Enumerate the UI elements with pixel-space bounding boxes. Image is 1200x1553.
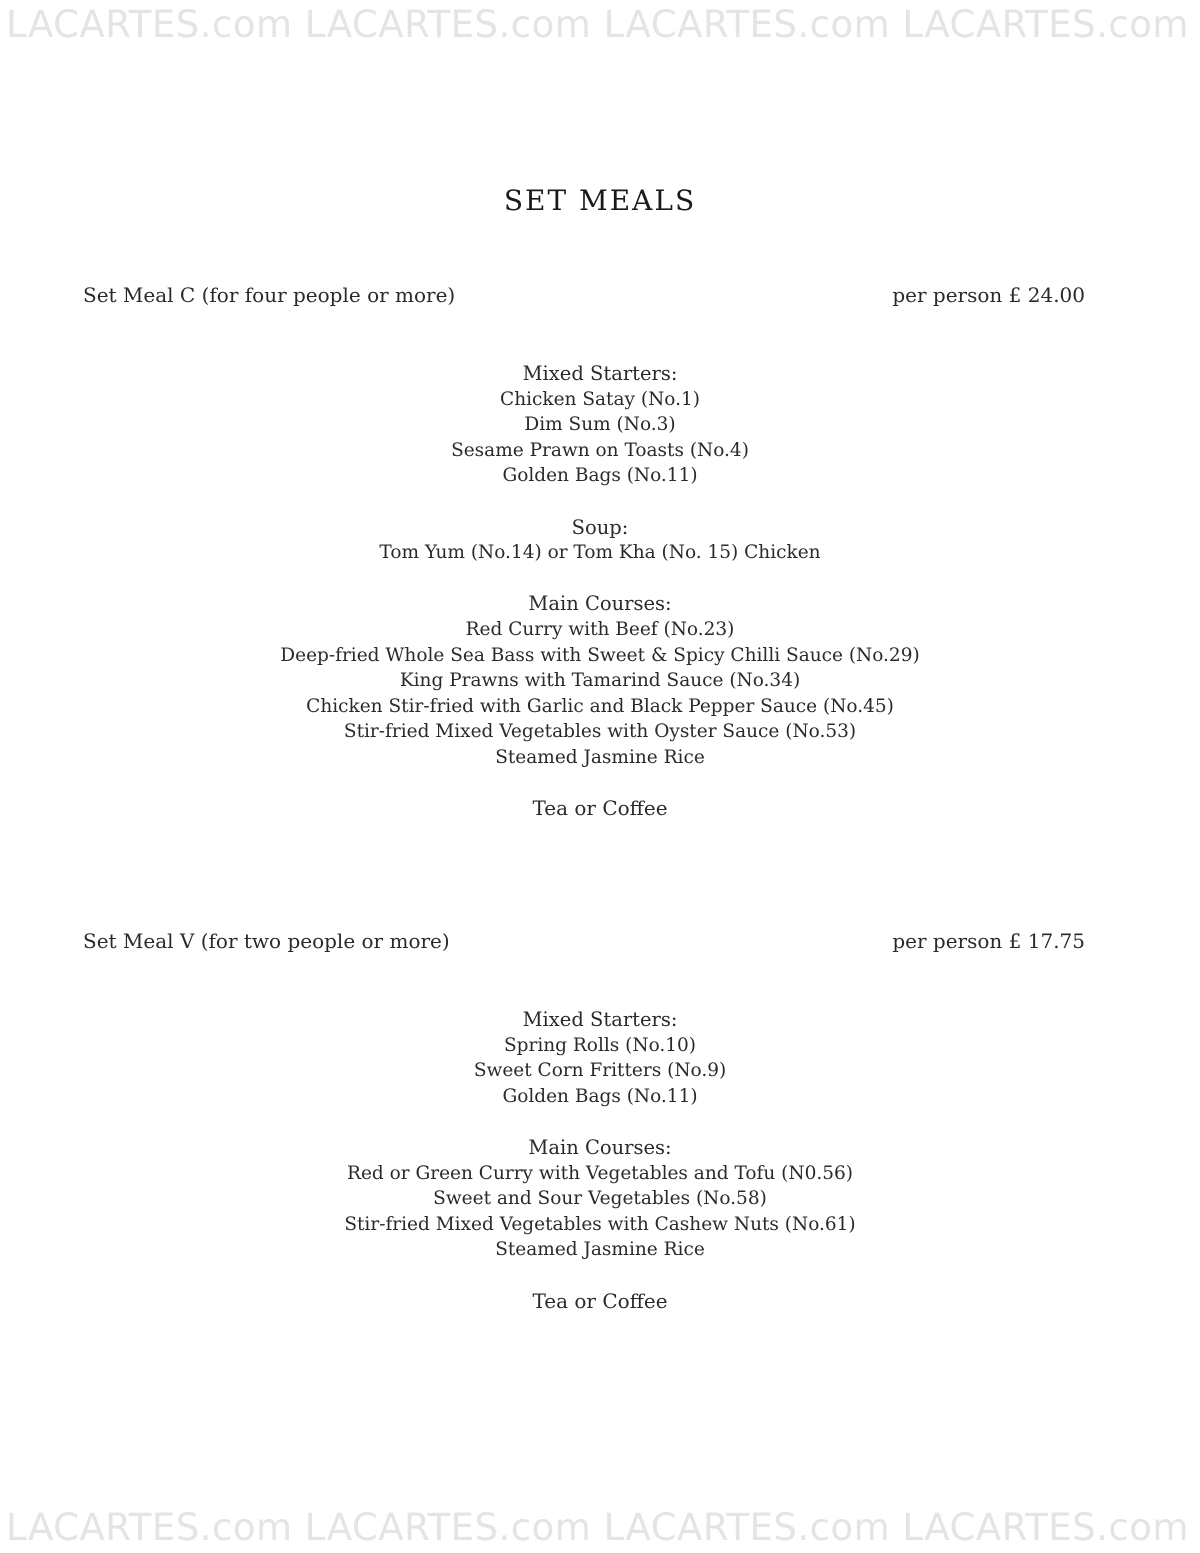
menu-item: Sweet and Sour Vegetables (No.58) [433,1188,767,1210]
menu-item: Tom Yum (No.14) or Tom Kha (No. 15) Chicken [379,542,821,564]
menu-item: Stir-fried Mixed Vegetables with Oyster Sauce (No.53) [343,721,857,743]
watermark-bottom: LACARTES.com LACARTES.com LACARTES.com LACARTES.com [6,1506,1189,1549]
menu-item: Red or Green Curry with Vegetables and Tofu (N0.56) [347,1162,853,1184]
menu-item: Chicken Satay (No.1) [500,388,700,410]
menu-item: Spring Rolls (No.10) [503,1034,697,1056]
set-meal-c-body [0,361,1200,822]
menu-item: Red Curry with Beef (No.23) [465,618,735,640]
meal-name: Set Meal V (for two people or more) [83,929,450,953]
meal-price: per person £ 17.75 [892,929,1085,953]
section-main-courses [0,1135,1200,1263]
menu-item: Sweet Corn Fritters (No.9) [473,1060,727,1082]
section-title: Soup: [571,515,629,539]
set-meal-v-body [0,1007,1200,1314]
section-mixed-starters [0,1007,1200,1109]
closing-drink: Tea or Coffee [532,796,668,821]
section-title: Mixed Starters: [522,1008,678,1031]
section-mixed-starters [0,361,1200,489]
section-title: Mixed Starters: [522,362,678,385]
set-meal-v-header [83,929,1085,959]
menu-item: Golden Bags (No.11) [502,465,698,487]
menu-item: Sesame Prawn on Toasts (No.4) [451,439,749,461]
menu-item: Golden Bags (No.11) [502,1085,698,1107]
meal-name: Set Meal C (for four people or more) [83,283,456,307]
section-title: Main Courses: [528,1135,672,1159]
page-title: SET MEALS [503,184,697,217]
menu-item: Steamed Jasmine Rice [495,746,705,768]
menu-item: Chicken Stir-fried with Garlic and Black Pepper Sauce (No.45) [306,695,894,717]
menu-item: Dim Sum (No.3) [524,414,676,436]
menu-item: Stir-fried Mixed Vegetables with Cashew Nuts (No.61) [344,1213,856,1235]
set-meal-c-header [83,283,1085,313]
meal-price: per person £ 24.00 [892,283,1085,307]
menu-item: King Prawns with Tamarind Sauce (No.34) [399,670,801,692]
menu-item: Deep-fried Whole Sea Bass with Sweet & Spicy Chilli Sauce (No.29) [280,644,920,666]
menu-item: Steamed Jasmine Rice [495,1239,705,1261]
section-title: Main Courses: [528,592,672,616]
section-main-courses [0,591,1200,770]
closing-drink: Tea or Coffee [532,1288,668,1313]
watermark-top: LACARTES.com LACARTES.com LACARTES.com LACARTES.com [6,3,1189,46]
section-soup [0,515,1200,566]
